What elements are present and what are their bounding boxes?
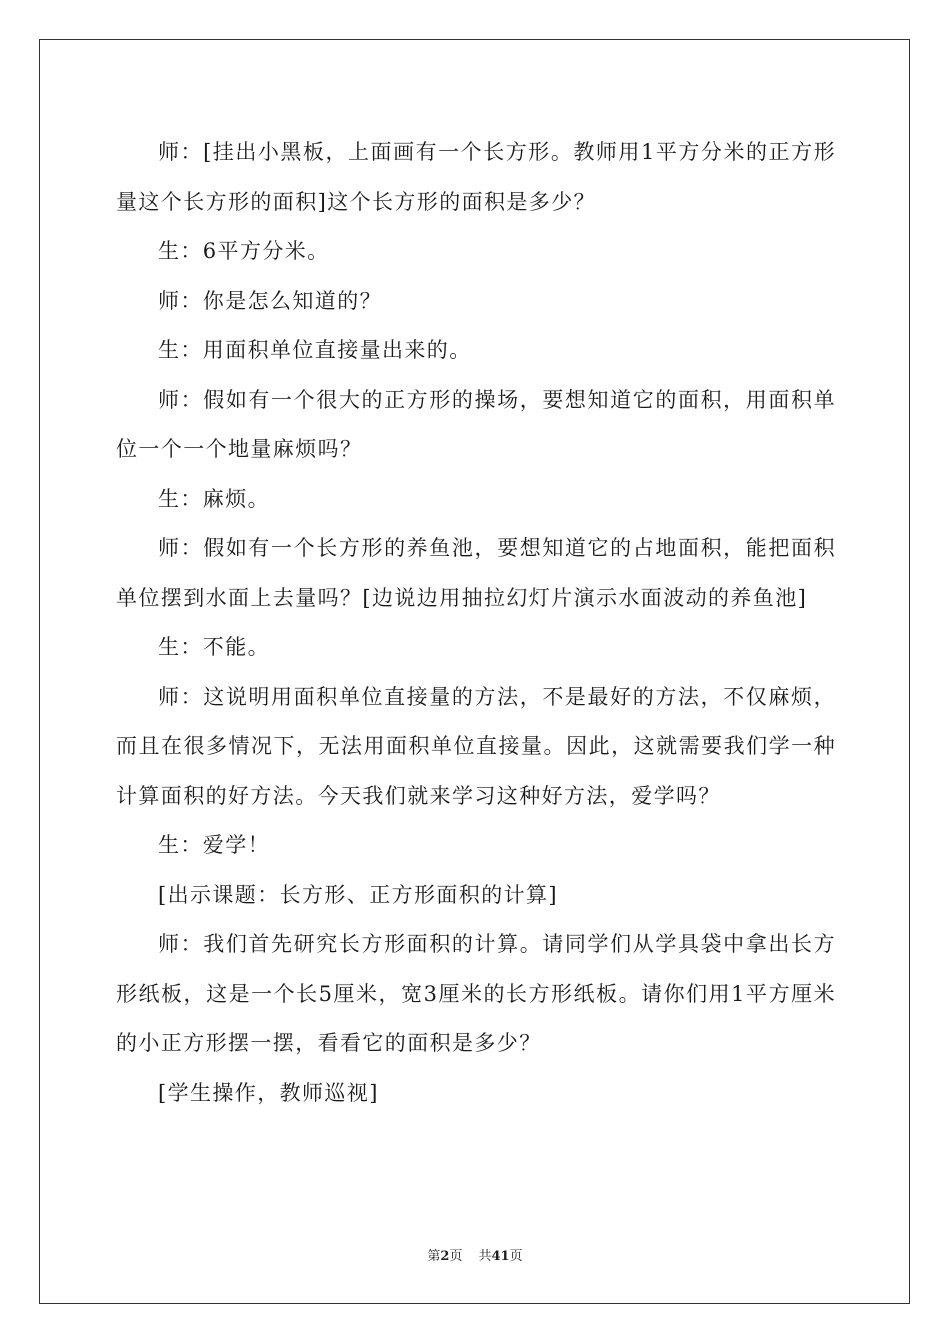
paragraph-1: 师：[挂出小黑板，上面画有一个长方形。教师用1平方分米的正方形量这个长方形的面积]这个长方形的面积是多少？ xyxy=(116,140,836,214)
total-suffix: 页 xyxy=(509,1249,523,1264)
page-prefix: 第 xyxy=(427,1249,441,1264)
paragraph-11: [出示课题：长方形、正方形面积的计算] xyxy=(158,882,558,907)
paragraph-10: 生：爱学！ xyxy=(158,833,270,857)
page-number: 2 xyxy=(440,1249,450,1264)
paragraph-7: 师：假如有一个长方形的养鱼池，要想知道它的占地面积，能把面积单位摆到水面上去量吗？[边说边用抽拉幻灯片演示水面波动的养鱼池] xyxy=(116,536,836,610)
page-suffix: 页 xyxy=(449,1249,463,1264)
paragraph-9: 师：这说明用面积单位直接量的方法，不是最好的方法，不仅麻烦，而且在很多情况下，无法用面积单位直接量。因此，这就需要我们学一种计算面积的好方法。今天我们就来学习这种好方法，爱学吗？ xyxy=(116,684,836,808)
paragraph-4: 生：用面积单位直接量出来的。 xyxy=(158,338,472,362)
paragraph-13: [学生操作，教师巡视] xyxy=(158,1080,379,1105)
page-footer xyxy=(0,1245,950,1264)
paragraph-6: 生：麻烦。 xyxy=(158,486,270,511)
paragraph-2: 生：6平方分米。 xyxy=(158,239,330,263)
total-prefix: 共 xyxy=(478,1249,492,1264)
total-pages: 41 xyxy=(491,1249,510,1264)
paragraph-3: 师：你是怎么知道的？ xyxy=(158,288,382,313)
paragraph-5: 师：假如有一个很大的正方形的操场，要想知道它的面积，用面积单位一个一个地量麻烦吗？ xyxy=(116,387,836,461)
paragraph-8: 生：不能。 xyxy=(158,635,270,659)
paragraph-12: 师：我们首先研究长方形面积的计算。请同学们从学具袋中拿出长方形纸板，这是一个长5厘米，宽3厘米的长方形纸板。请你们用1平方厘米的小正方形摆一摆，看看它的面积是多少？ xyxy=(116,932,836,1055)
document-body xyxy=(116,128,836,1118)
